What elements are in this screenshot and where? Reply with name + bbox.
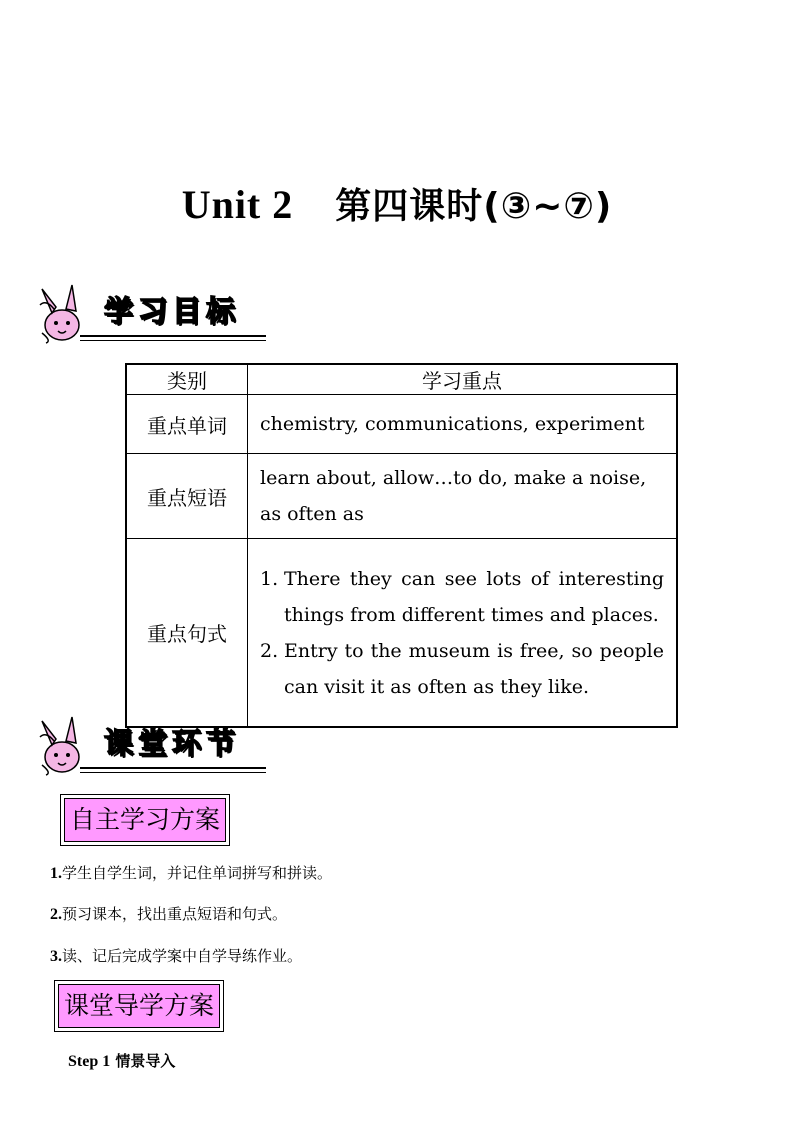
table-row (126, 454, 677, 539)
self-study-box (60, 794, 230, 846)
underline (80, 335, 266, 337)
section-heading-goals (32, 283, 267, 343)
item-text: 学生自学生词，并记住单词拼写和拼读。 (62, 864, 333, 882)
section-heading-class (32, 715, 267, 775)
guided-study-box (54, 980, 224, 1032)
header-focus: 学习重点 (248, 364, 678, 395)
item-text: Entry to the museum is free, so people can visit it as often as they like. (284, 639, 664, 698)
row-content: chemistry, communications, experiment (248, 395, 678, 454)
step-1 (68, 1050, 175, 1071)
item-number: 3. (50, 948, 62, 965)
step-text: 情景导入 (115, 1052, 176, 1070)
section-label-class: 课堂环节 (104, 726, 241, 760)
self-study-label: 自主学习方案 (64, 798, 226, 842)
item-number: 1. (50, 865, 62, 882)
step-number: Step 1 (68, 1053, 111, 1070)
table-row (126, 539, 677, 728)
item-text: 读、记后完成学案中自学导练作业。 (62, 947, 303, 965)
row-content (248, 539, 678, 728)
item-text: 预习课本，找出重点短语和句式。 (62, 905, 288, 923)
page-title (0, 178, 794, 229)
guided-study-label: 课堂导学方案 (58, 984, 220, 1028)
title-unit: Unit 2 (181, 182, 294, 227)
item-text: There they can see lots of interesting things from different times and places. (284, 567, 664, 626)
row-category: 重点短语 (126, 454, 248, 539)
list-item (50, 945, 302, 966)
underline (80, 767, 266, 769)
row-content: learn about, allow…to do, make a noise, as often as (248, 454, 678, 539)
table-header-row (126, 364, 677, 395)
underline (80, 340, 266, 341)
goals-table (125, 363, 678, 728)
item-number: 2. (50, 906, 62, 923)
list-item (50, 903, 287, 924)
row-category: 重点单词 (126, 395, 248, 454)
sentence-item (260, 561, 664, 633)
item-number: 2. (260, 639, 279, 662)
row-category: 重点句式 (126, 539, 248, 728)
section-label-goals: 学习目标 (104, 294, 241, 328)
table-row (126, 395, 677, 454)
underline (80, 772, 266, 773)
sentence-item (260, 633, 664, 705)
title-lesson: 第四课时(③~⑦) (335, 186, 613, 227)
item-number: 1. (260, 567, 279, 590)
list-item (50, 862, 332, 883)
header-category: 类别 (126, 364, 248, 395)
